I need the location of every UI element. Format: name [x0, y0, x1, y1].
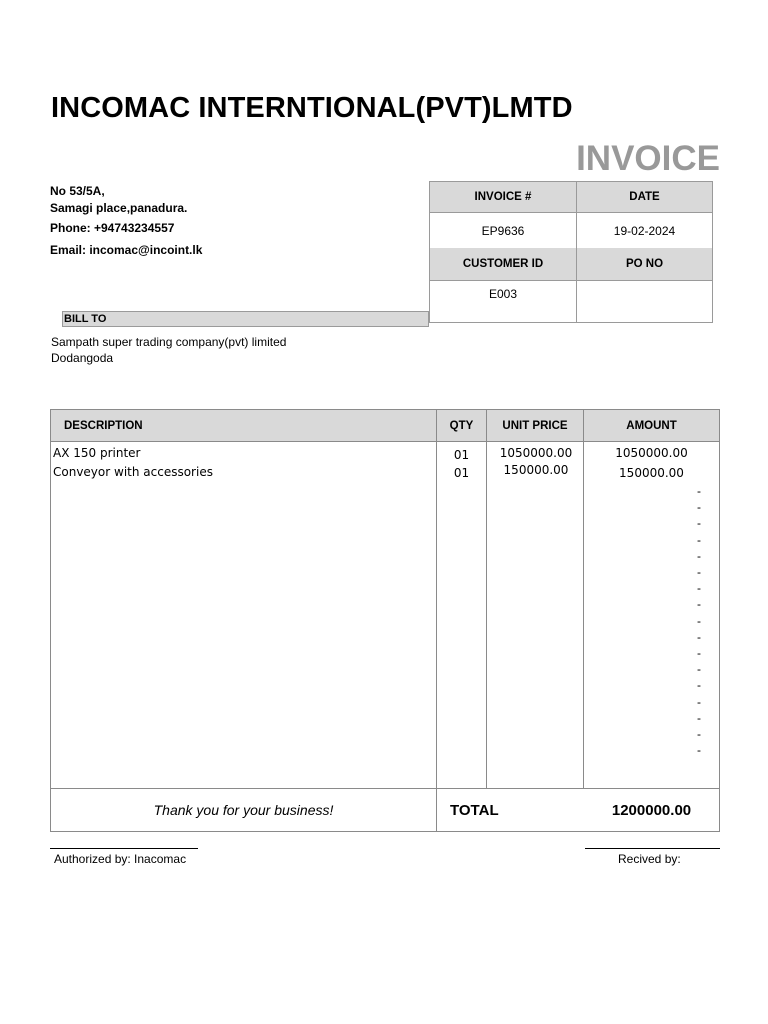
amount-placeholder-dash: - [697, 662, 701, 677]
thank-you-message: Thank you for your business! [153, 802, 334, 818]
amount-placeholder-dash: - [697, 484, 701, 498]
row-2-amount: 150000.00 [619, 466, 684, 480]
amount-placeholder-dash: - [697, 694, 701, 709]
received-by: Recived by: [618, 852, 681, 866]
po-number-value [577, 281, 712, 322]
received-signature-line [585, 848, 720, 849]
authorized-signature-line [50, 848, 198, 849]
amount-placeholder-dash: - [697, 743, 701, 758]
amount-placeholder-dash: - [697, 629, 701, 644]
customer-id-label: CUSTOMER ID [430, 248, 577, 281]
row-1-description: AX 150 printer [53, 446, 141, 460]
bill-to-line-1: Sampath super trading company(pvt) limited [51, 335, 287, 349]
amount-placeholder-dash: - [697, 516, 701, 531]
column-header-unit-price: UNIT PRICE [502, 420, 568, 432]
amount-placeholder-dash: - [697, 646, 701, 660]
bill-to-line-2: Dodangoda [51, 351, 114, 365]
column-header-amount: AMOUNT [626, 420, 677, 432]
authorized-by: Authorized by: Inacomac [54, 852, 187, 866]
amount-placeholder-dash: - [697, 727, 701, 741]
total-label: TOTAL [450, 802, 499, 819]
column-header-description: DESCRIPTION [64, 420, 143, 432]
address-line-1: No 53/5A, [50, 184, 105, 198]
row-2-description: Conveyor with accessories [53, 465, 213, 479]
amount-placeholder-dash: - [697, 597, 701, 612]
amount-placeholder-dash: - [697, 581, 701, 596]
amount-placeholder-dash: - [697, 548, 701, 563]
customer-id-value: E003 [430, 281, 577, 322]
company-email: Email: incomac@incoint.lk [50, 243, 203, 257]
invoice-number-label: INVOICE # [430, 182, 577, 213]
row-1-qty: 01 [453, 448, 470, 462]
po-number-label: PO NO [577, 248, 712, 281]
company-name: INCOMAC INTERNTIONAL(PVT)LMTD [51, 92, 573, 124]
amount-placeholder-dash: - [697, 678, 701, 693]
row-1-unit-price: 1050000.00 [499, 446, 573, 460]
invoice-number-value: EP9636 [430, 213, 577, 248]
amount-placeholder-dash: - [697, 500, 701, 515]
amount-placeholder-dash: - [697, 532, 701, 547]
amount-placeholder-dash: - [697, 710, 701, 725]
bill-to-label: BILL TO [62, 311, 429, 327]
address-line-2: Samagi place,panadura. [50, 201, 188, 215]
row-1-amount: 1050000.00 [615, 446, 688, 460]
amount-placeholder-dash: - [697, 565, 701, 579]
row-2-unit-price: 150000.00 [503, 463, 569, 477]
column-header-qty: QTY [449, 420, 474, 432]
document-title: INVOICE [576, 139, 720, 178]
date-label: DATE [577, 182, 712, 213]
date-value: 19-02-2024 [613, 223, 676, 238]
company-phone: Phone: +94743234557 [50, 221, 175, 235]
total-value: 1200000.00 [611, 802, 692, 819]
row-2-qty: 01 [453, 466, 470, 480]
amount-placeholder-dash: - [697, 613, 701, 628]
total-row-divider [51, 788, 719, 789]
